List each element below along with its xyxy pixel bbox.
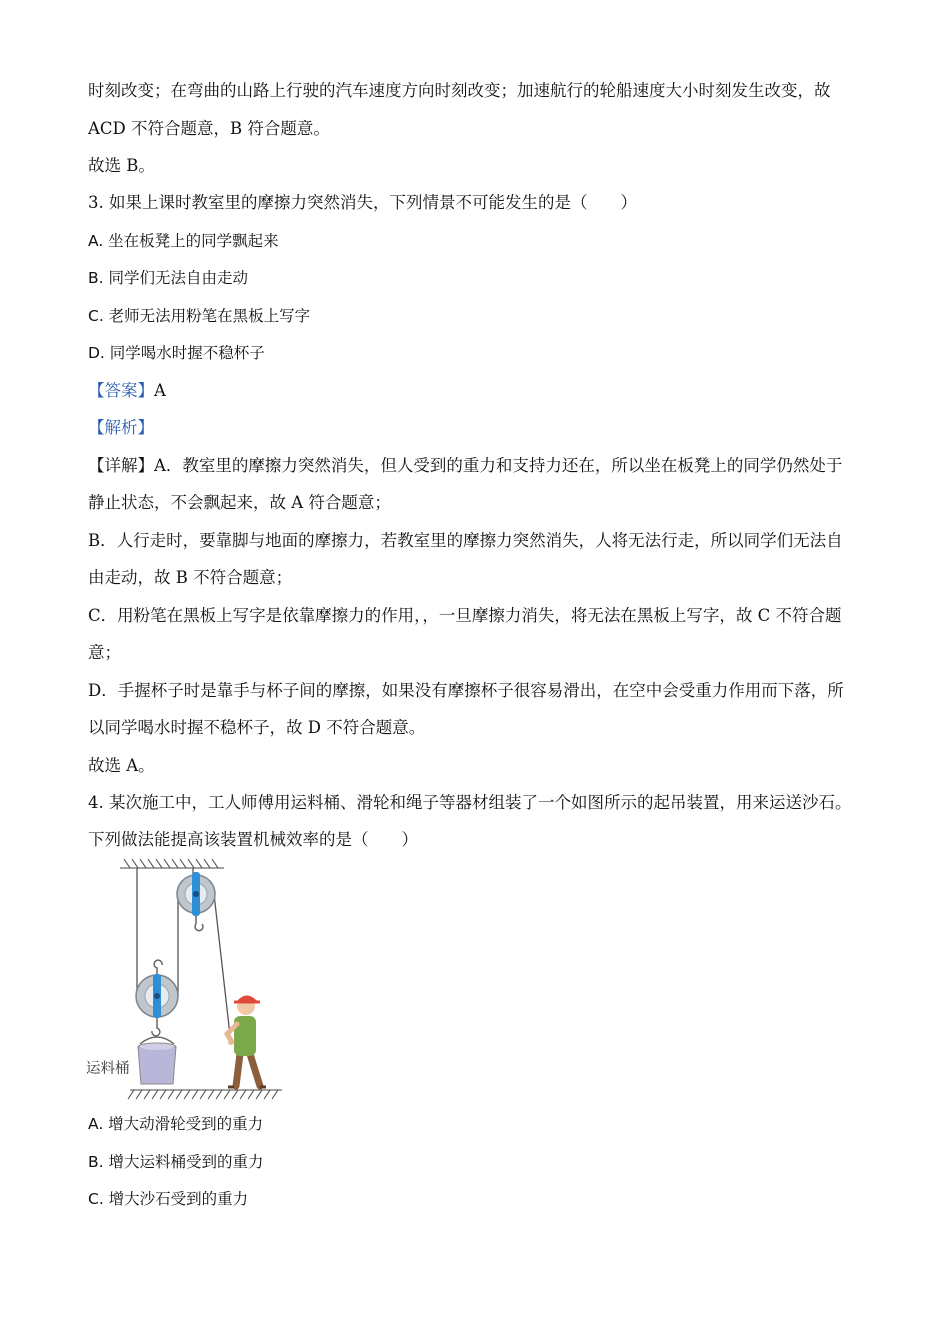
- q3-analysis-tag: 【解析】: [88, 418, 154, 437]
- worker: [227, 995, 266, 1087]
- movable-pulley: [136, 960, 178, 1036]
- q3-conclusion: 故选 A。: [88, 756, 155, 775]
- detail-text: A．教室里的摩擦力突然消失，但人受到的重力和支持力还在，所以坐在板凳上的同学仍然处于: [154, 456, 843, 475]
- q3-detail-line-6: 意；: [88, 643, 121, 662]
- q3-detail-line-2: 静止状态，不会飘起来，故 A 符合题意；: [88, 493, 391, 512]
- q3-option-d: D. 同学喝水时握不稳杯子: [88, 344, 265, 362]
- ceiling-hatch: [120, 859, 224, 868]
- q3-detail-line-1: [88, 455, 842, 477]
- q4-option-b: B. 增大运料桶受到的重力: [88, 1153, 264, 1171]
- q4-option-c: C. 增大沙石受到的重力: [88, 1190, 249, 1208]
- q3-option-a: A. 坐在板凳上的同学飘起来: [88, 232, 279, 250]
- answer-tag: 【答案】: [88, 381, 154, 400]
- q3-detail-line-4: 由走动，故 B 不符合题意；: [88, 568, 293, 587]
- prev-analysis-line-2: ACD 不符合题意，B 符合题意。: [88, 119, 330, 138]
- q4-stem-line-1: 4. 某次施工中，工人师傅用运料桶、滑轮和绳子等器材组装了一个如图所示的起吊装置，用来运送沙石。: [88, 793, 852, 812]
- q3-option-b: B. 同学们无法自由走动: [88, 269, 248, 287]
- fixed-pulley: [177, 872, 215, 931]
- prev-analysis-line-1: 时刻改变；在弯曲的山路上行驶的汽车速度方向时刻改变；加速航行的轮船速度大小时刻发生改变，故: [88, 81, 831, 100]
- bucket: [138, 1037, 176, 1084]
- q3-stem: 3. 如果上课时教室里的摩擦力突然消失，下列情景不可能发生的是（ ）: [88, 193, 637, 212]
- q3-detail-line-8: 以同学喝水时握不稳杯子，故 D 不符合题意。: [88, 718, 426, 737]
- q4-option-a: A. 增大动滑轮受到的重力: [88, 1115, 264, 1133]
- q3-detail-line-7: D．手握杯子时是靠手与杯子间的摩擦，如果没有摩擦杯子很容易滑出，在空中会受重力作用而下落，所: [88, 681, 844, 700]
- answer-value: A: [154, 381, 166, 400]
- detail-tag: 【详解】: [88, 456, 154, 475]
- prev-conclusion: 故选 B。: [88, 156, 155, 175]
- figure-label-bucket: 运料桶: [86, 1061, 130, 1077]
- q3-detail-line-3: B．人行走时，要靠脚与地面的摩擦力，若教室里的摩擦力突然消失，人将无法行走，所以同学们无法自: [88, 531, 843, 550]
- ground-hatch: [128, 1090, 282, 1099]
- q3-detail-line-5: C．用粉笔在黑板上写字是依靠摩擦力的作用，，一旦摩擦力消失，将无法在黑板上写字，故 C 不符合题: [88, 606, 842, 625]
- q3-option-c: C. 老师无法用粉笔在黑板上写字: [88, 307, 311, 325]
- q4-stem-line-2: 下列做法能提高该装置机械效率的是（ ）: [88, 830, 418, 849]
- q3-answer: [88, 380, 166, 402]
